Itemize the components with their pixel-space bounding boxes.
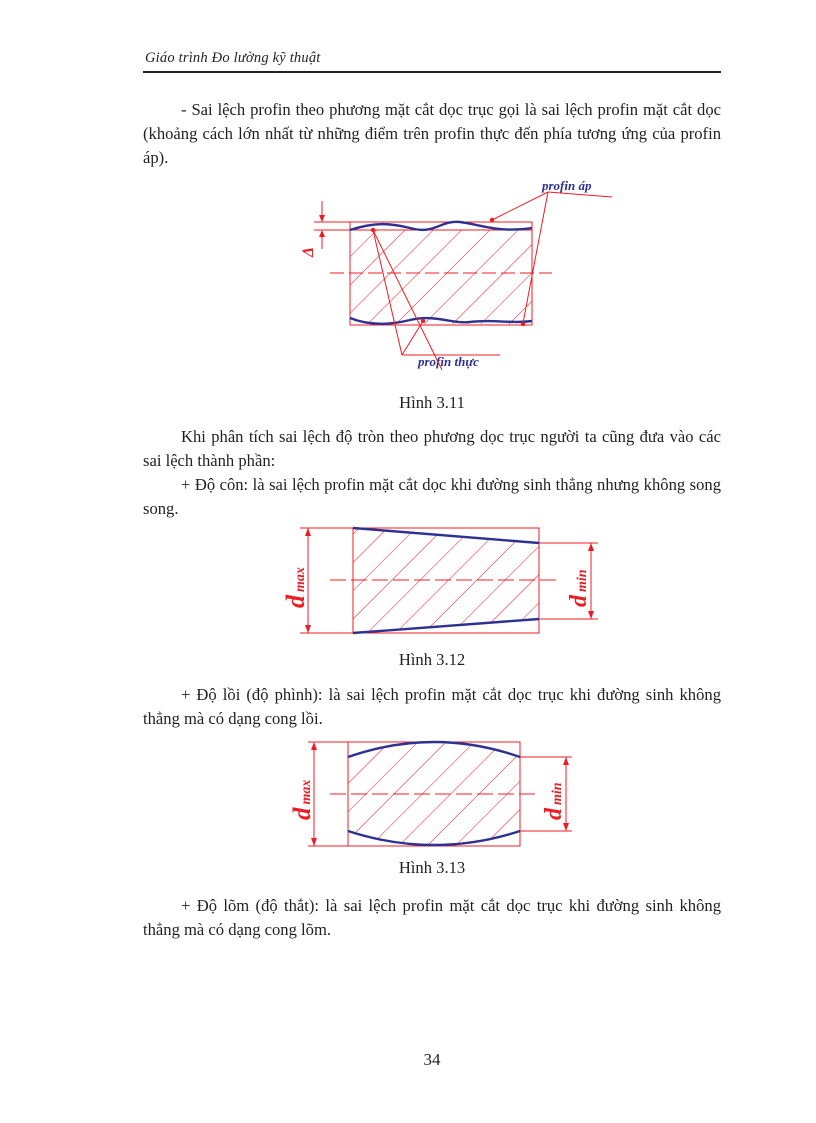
leader-thuc-dot-2 [421,319,425,323]
dmax-arrow-bottom [311,838,317,846]
page-number: 34 [423,1050,441,1069]
paragraph-intro-components: Khi phân tích sai lệch độ tròn theo phương dọc trục người ta cũng đưa vào các sai lệch thành phần: [143,427,721,470]
dmax-arrow-top [305,528,311,536]
delta-arrowhead-bottom [319,230,325,237]
caption-figure-3-11: Hình 3.11 [399,393,465,412]
dmax-label: dmax [289,779,316,820]
leader-thuc-dot-1 [371,228,375,232]
header-rule [143,71,721,73]
dmax-arrow-top [311,742,317,750]
caption-figure-3-12: Hình 3.12 [398,650,466,669]
label-profin-thuc: profin thực [418,354,479,369]
delta-label: Δ [300,246,317,257]
actual-profile-top [350,222,532,230]
paragraph-concave: + Độ lõm (độ thắt): là sai lệch profin mặt cắt dọc trục khi đường sinh không thẳng mà có dạng cong lõm. [143,896,721,939]
dmin-label: dmin [541,782,567,820]
leader-ap-1 [492,192,548,220]
figure-3-13 [280,738,590,850]
dmax-label: dmax [281,567,310,608]
leader-ap-dot-1 [490,218,494,222]
delta-arrowhead-top [319,215,325,222]
dmax-arrow-bottom [305,625,311,633]
dmin-arrow-bottom [588,611,594,619]
dmin-label: dmin [566,569,592,607]
paragraph-profile-deviation: - Sai lệch profin theo phương mặt cắt dọc trục gọi là sai lệch profin mặt cắt dọc (khoảng cách lớn nhất từ những điểm trên profin thực đến phía tương ứng của profin áp). [143,100,721,167]
dmin-arrow-top [588,543,594,551]
paragraph-taper: + Độ côn: là sai lệch profin mặt cắt dọc khi đường sinh thẳng nhưng không song song. [143,475,721,518]
paragraph-convex: + Độ lồi (độ phình): là sai lệch profin mặt cắt dọc trục khi đường sinh không thẳng mà có dạng cong lồi. [143,685,721,728]
figure-3-11 [290,175,630,380]
label-profin-ap: profin áp [542,178,592,193]
running-header: Giáo trình Đo lường kỹ thuật [145,50,321,66]
caption-figure-3-13: Hình 3.13 [398,858,466,877]
leader-ap-dot-2 [521,322,525,326]
dmin-arrow-bottom [563,823,569,831]
figure-3-12 [280,522,610,640]
dmin-arrow-top [563,757,569,765]
section-hatch [350,230,532,324]
